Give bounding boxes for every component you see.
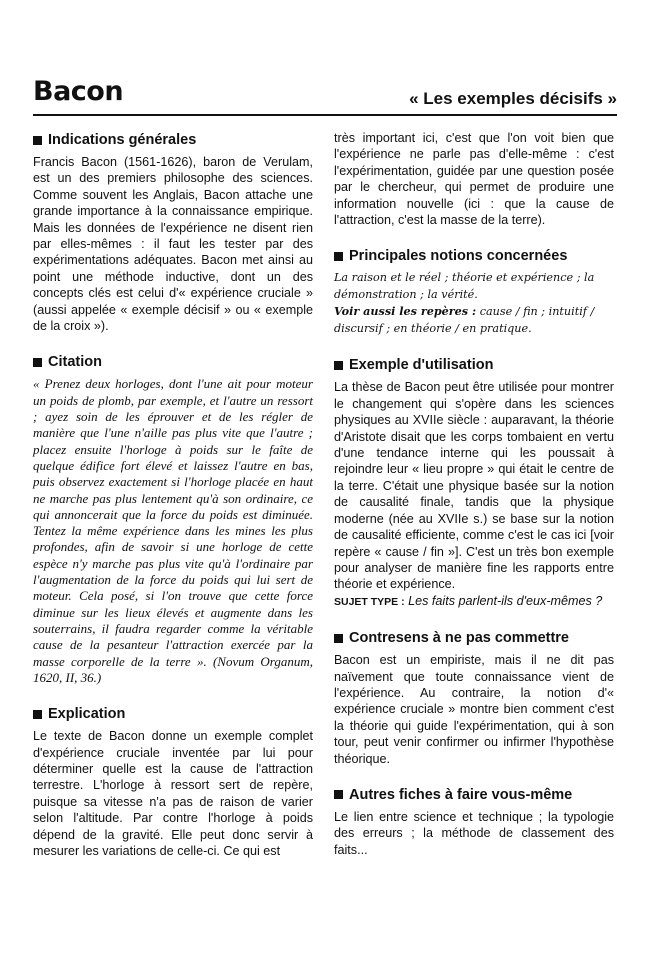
exemple-text: La thèse de Bacon peut être utilisée pour montrer le changement qui s'opère dans les sciences physiques au XVIIe siècle : auparavant, la théorie d'Aristote disait que les corps tombaient en vertu d'une tendance interne qui les poussait à rejoindre leur « lieu propre » qui était le centre de la terre. C'était une physique basée sur la notion de causalité finale, tandis que la physique moderne (née au XVIIe s.) se base sur la notion de causalité efficiente, comme c'est le cas ici [voir repère « cause / fin »]. C'est un très bon exemple pour analyser de manière fine les rapports entre théorie et expérience. [334,380,614,592]
section-heading: Contresens à ne pas commettre [334,628,614,648]
square-bullet-icon [33,136,42,145]
square-bullet-icon [334,361,343,370]
page-header [33,74,617,116]
section-heading: Principales notions concernées [334,246,614,266]
explication-text: Le texte de Bacon donne un exemple complet d'expérience cruciale inventée par lui pour déterminer quelle est la cause de l'attraction terrestre. L'horloge à ressort sert de repère, puisque sa vitesse n'a pas de raison de varier selon l'altitude. Par contre l'horloge à poids dépend de la gravité. Elle peut donc servir à mesurer les variations de celle-ci. Ce qui est [33,729,313,858]
section-notions [334,246,614,337]
section-heading: Explication [33,704,313,724]
notions-list: La raison et le réel ; théorie et expérience ; la démonstration ; la vérité. [334,271,595,301]
section-heading: Indications générales [33,130,313,150]
citation-source: (Novum Organum, 1620, II, 36.) [33,653,313,685]
section-exemple [334,355,614,610]
right-column [334,130,614,876]
section-citation [33,352,313,686]
section-explication [33,704,313,859]
explication-continued [334,130,614,228]
indications-text: Francis Bacon (1561-1626), baron de Verulam, est un des premiers philosophe des sciences. Comme souvent les Anglais, Bacon attache une grande importance à la connaissance empirique. Mais les données de l'expérience ne disent rien par elles-mêmes : il faut les tester par des expérimentations adéquates. Bacon met ainsi au point une méthode inductive, dont un des concepts clés est celui d'« expérience cruciale » (aussi appelée « exemple décisif » ou « exemple de la croix »). [33,155,313,334]
section-autres [334,785,614,858]
section-heading: Citation [33,352,313,372]
section-indications [33,130,313,334]
citation-quote: « Prenez deux horloges, dont l'une ait pour moteur un poids de plomb, par exemple, et l'autre un ressort ; ayez soin de les éprouver et de les régler de manière que l'une n'aille pas plus vite que l'autre ; placez ensuite l'horloge à poids sur le faîte de quelque édifice fort élevé et laissez l'autre en bas, puis observez exactement si l'horloge placée en haut ne marche pas plus lentement qu'à son ordinaire, ce qui annoncerait que la force du poids est diminuée. Tentez la même expérience dans les mines les plus profondes, afin de savoir si une horloge de cette espèce n'y marche pas plus vite qu'à l'ordinaire par l'augmentation de la force du poids qui lui sert de moteur. Cela posé, si l'on trouve que cette force diminue sur les lieux élevés et augmente dans les souterrains, il faudra regarder comme la véritable cause de la pesanteur l'attraction exercée par la masse corporelle de la terre ». (Novum Organum, 1620, II, 36.) [33,376,313,685]
square-bullet-icon [334,790,343,799]
notions-see-also: Voir aussi les repères : cause / fin ; intuitif / discursif ; en théorie / en pratique. [334,304,595,335]
sujet-type: SUJET TYPE : Les faits parlent-ils d'eux-mêmes ? [334,593,603,608]
square-bullet-icon [334,634,343,643]
square-bullet-icon [33,710,42,719]
autres-text: Le lien entre science et technique ; la typologie des erreurs ; la méthode de classement des faits... [334,809,614,857]
explication-continued-text: très important ici, c'est que l'on voit bien que l'expérience ne parle pas d'elle-même : c'est l'expérimentation, guidée par une question posée par le chercheur, qui permet de produire une information nouvelle (ici : que la cause de l'attraction, c'est la masse de la terre). [334,131,614,228]
page-title: Bacon [33,76,124,107]
section-heading: Autres fiches à faire vous-même [334,785,614,805]
section-contresens [334,628,614,767]
left-column [33,130,313,877]
page-subtitle: « Les exemples décisifs » [409,89,617,108]
contresens-text: Bacon est un empiriste, mais il ne dit pas naïvement que toute connaissance vient de l'expérience. Au contraire, la notion d'« expérience cruciale » montre bien comment c'est la théorie qui guide l'expérimentation, qui à son tour, peut venir confirmer ou infirmer l'hypothèse théorique. [334,653,614,766]
square-bullet-icon [33,358,42,367]
square-bullet-icon [334,252,343,261]
section-heading: Exemple d'utilisation [334,355,614,375]
